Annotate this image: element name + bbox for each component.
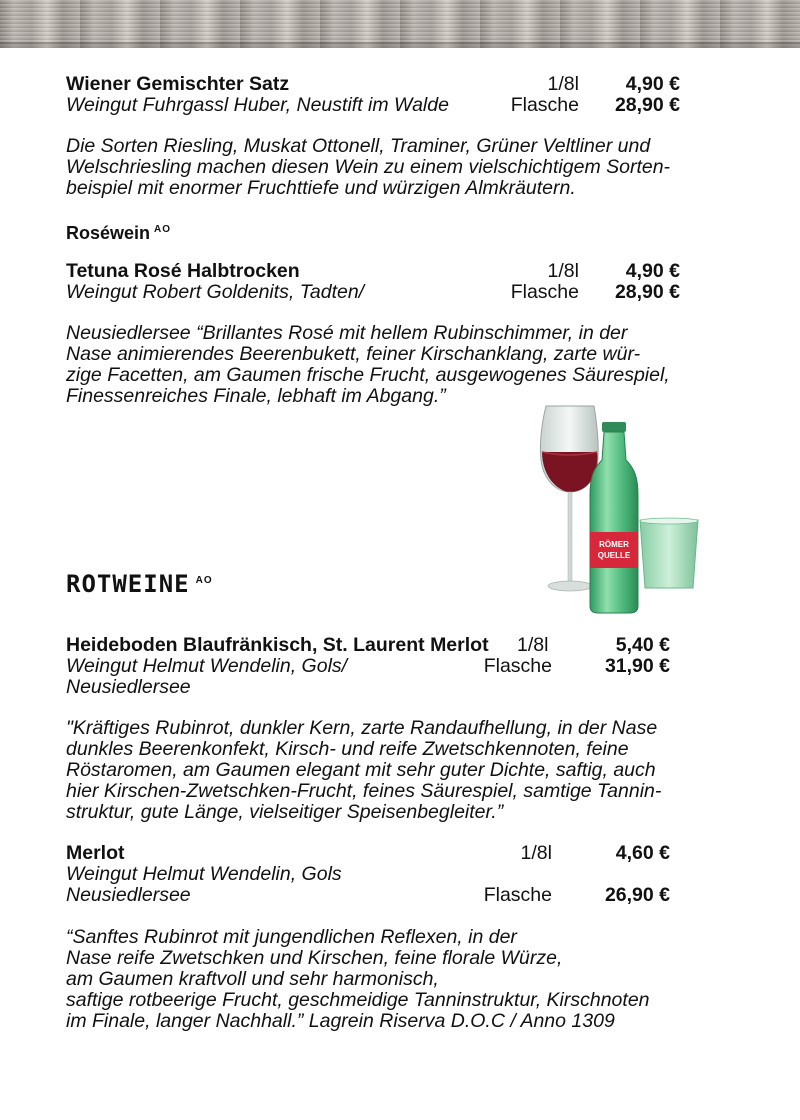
- rotweine-heading-text: ROTWEINE: [66, 570, 190, 598]
- wine-description: [66, 323, 670, 407]
- description-line: hier Kirschen-Zwetschken-Frucht, feines Säurespiel, samtige Tannin-: [66, 780, 662, 802]
- price-bottle: 26,90 €: [604, 884, 670, 906]
- description-line: struktur, gute Länge, vielseitiger Speisenbegleiter.”: [66, 801, 504, 823]
- description-line: Die Sorten Riesling, Muskat Ottonell, Traminer, Grüner Veltliner und: [66, 135, 651, 157]
- rotweine-heading-sup: AO: [195, 575, 213, 586]
- description-line: saftige rotbeerige Frucht, geschmeidige Tanninstruktur, Kirschnoten: [66, 989, 650, 1011]
- wine-description: [66, 718, 661, 823]
- wine-description: [66, 136, 670, 199]
- price-bottle: 28,90 €: [614, 94, 680, 116]
- size-bottle: Flasche: [483, 884, 552, 906]
- description-line: Neusiedlersee “Brillantes Rosé mit hellem Rubinschimmer, in der: [66, 322, 628, 344]
- description-line: Röstaromen, am Gaumen elegant mit sehr guter Dichte, saftig, auch: [66, 759, 656, 781]
- wine-name: Merlot: [66, 842, 125, 864]
- wine-name: Wiener Gemischter Satz: [66, 73, 290, 95]
- size-bottle: Flasche: [510, 281, 579, 303]
- price-bottle: 31,90 €: [604, 655, 670, 677]
- wine-producer: Weingut Fuhrgassl Huber, Neustift im Walde: [66, 94, 449, 116]
- price-bottle: 28,90 €: [614, 281, 680, 303]
- description-line: beispiel mit enormer Fruchttiefe und würzigen Almkräutern.: [66, 177, 576, 199]
- price-glass: 5,40 €: [615, 634, 670, 656]
- rotweine-heading: [66, 566, 213, 599]
- size-bottle: Flasche: [510, 94, 579, 116]
- size-glass: 1/8l: [547, 260, 579, 282]
- description-line: Nase animierendes Beerenbukett, feiner Kirschanklang, zarte wür-: [66, 343, 641, 365]
- description-line: Finessenreiches Finale, lebhaft im Abgang.”: [66, 385, 446, 407]
- bottle-label-line: RÖMER: [599, 540, 629, 549]
- size-glass: 1/8l: [547, 73, 579, 95]
- price-glass: 4,90 €: [625, 260, 680, 282]
- wine-and-water-illustration: [536, 400, 706, 616]
- price-glass: 4,90 €: [625, 73, 680, 95]
- size-bottle: Flasche: [483, 655, 552, 677]
- description-line: dunkles Beerenkonfekt, Kirsch- und reife Zwetschkennoten, feine: [66, 738, 629, 760]
- description-line: "Kräftiges Rubinrot, dunkler Kern, zarte Randaufhellung, in der Nase: [66, 717, 658, 739]
- wine-producer-region: Neusiedlersee: [66, 884, 191, 906]
- description-line: “Sanftes Rubinrot mit jungendlichen Reflexen, in der: [66, 926, 517, 948]
- wine-producer: Weingut Helmut Wendelin, Gols: [66, 863, 342, 885]
- bottle-label-line: QUELLE: [597, 551, 631, 560]
- wine-producer-region: Neusiedlersee: [66, 676, 191, 698]
- price-glass: 4,60 €: [615, 842, 670, 864]
- description-line: Welschriesling machen diesen Wein zu einem vielschichtigem Sorten-: [66, 156, 671, 178]
- wine-producer: Weingut Robert Goldenits, Tadten/: [66, 281, 365, 303]
- description-line: im Finale, langer Nachhall.” Lagrein Riserva D.O.C / Anno 1309: [66, 1010, 615, 1032]
- wine-description: [66, 927, 650, 1032]
- water-glass-icon: [640, 518, 698, 588]
- wine-name: Tetuna Rosé Halbtrocken: [66, 260, 300, 282]
- rose-heading-sup: AO: [154, 224, 172, 235]
- rose-heading: [66, 219, 171, 244]
- size-glass: 1/8l: [520, 842, 552, 864]
- description-line: zige Facetten, am Gaumen frische Frucht, ausgewogenes Säurespiel,: [66, 364, 670, 386]
- wine-producer: Weingut Helmut Wendelin, Gols/: [66, 655, 348, 677]
- description-line: am Gaumen kraftvoll und sehr harmonisch,: [66, 968, 439, 990]
- size-glass: 1/8l: [517, 634, 549, 656]
- wine-name: Heideboden Blaufränkisch, St. Laurent Merlot: [66, 634, 489, 656]
- rose-heading-text: Roséwein: [66, 223, 151, 243]
- wood-header-banner: [0, 0, 800, 48]
- description-line: Nase reife Zwetschken und Kirschen, feine florale Würze,: [66, 947, 563, 969]
